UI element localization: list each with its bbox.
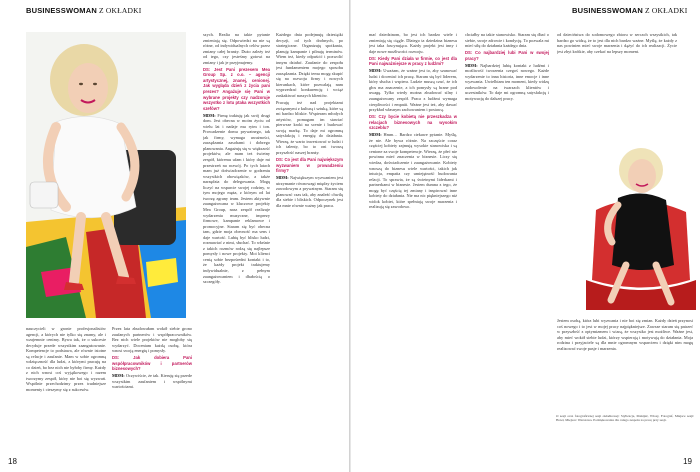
interview-answer: MDM: Oczywiście, że tak. Kieruję się przede wszystkim zaufaniem i wspólnymi wartościami.: [112, 373, 192, 390]
left-page: [0, 0, 349, 472]
page-number-right: 19: [683, 457, 692, 466]
right-page: [351, 0, 700, 472]
paragraph: szych. Realia na takie pytanie zmieniają się. Odpowiedzi na nie są różne, od indywidualnych celów przez zmiany całej branży. Dużo zależy też od tego, czy jesteśmy gotowi na zmiany i jak je przyjmujemy.: [203, 32, 270, 65]
paragraph: nauczycieli w gronie profesjonalistów agencji, a których nie tylko się znamy, ale i wzajemnie cenimy. Bywa tak, że o sukcesie decyduje przede wszystkim zaangażowanie. Kompetencje to podstawa, ale równie istotne są relacje i zaufanie. Mam w sobie ogromną wdzięczność dla ludzi, z którymi pracuję na co dzień, bo bez nich nie byłoby firmy. Każdy z nich wnosi coś wyjątkowego i razem tworzymy zespół, który nie boi się wyzwań. Wspólnie przechodzimy przez trudniejsze momenty i cieszymy się z sukcesów.: [26, 326, 106, 393]
right-column-bottom: [557, 318, 693, 408]
cover-woman-illustration: [26, 32, 186, 318]
page-number-left: 18: [8, 457, 17, 466]
paragraph: od dzieciństwa do sodomowego zbioru w sercach wszystkich, tak bardzo go widzą, że to jest dla nich bardzo ważne. Myślę, że każdy z nas powinien mieć swoje marzenia i dążyć do ich realizacji. Życie jest zbyt krótkie, aby czekać na lepszy moment.: [557, 32, 677, 54]
left-column-bottom-1: [26, 326, 106, 454]
seated-woman-photo: [556, 140, 700, 310]
paragraph: Każdego dnia podejmuję dziesiątki decyzji, od tych drobnych, po strategiczne. Organizuję spotkania, planuję kampanie i pilnuję terminów. Wiem też, kiedy odpuścić i pozwolić innym działać. Zaufanie do zespołu jest fundamentem mojego sposobu zarządzania. Dzięki temu mogę skupić się na rozwoju firmy i nowych kierunkach, które pozwalają nam wyprzedzać konkurencję i wciąż zaskakiwać naszych klientów.: [276, 32, 343, 99]
photo-credits: O sesji oraz fotograficznej sesji okładkowej: Stylizacje, Makijaż, Włosy, Fotograf, Miejsce sesji: Hotel, Miejsce: Warszawa. Podziękowania dla całego zespołu za pracę przy sesji.: [556, 414, 694, 423]
interview-answer: MDM: Firmę traktuję jak swój drugi dom. Jest obecna w moim życiu od wielu lat i nadaje mu rytm i ton. Prowadzenie domu prywatnego, tak jak firmy, wymaga uważności, zarządzania zasobami i dobrego planowania. Angażuję się w większość projektów, ale mam też świetny zespół, któremu ufam i który daje mi przestrzeń na rozwój. Po tych latach mam już doświadczenie w godzeniu wszystkich obowiązków, a także narzędzia do delegowania. Mogę liczyć na wsparcie swojej rodziny, w tym mojego męża, z którym od lat tworzę zgrany team. Jestem aktywnie zaangażowana w kluczowe projekty Mea Group, nasz zespół realizuje wydarzenia muzyczne, imprezy firmowe, kampanie reklamowe i promocyjne. Staram się być obecna tam, gdzie moja obecność ma sens i daje wartość. Lubię być blisko ludzi, rozmawiać z nimi, słuchać. To właśnie z takich rozmów rodzą się najlepsze pomysły i nowe projekty. Moi klienci cenią sobie bezpośredni kontakt i to, że każdy projekt traktujemy indywidualnie, z pełnym zaangażowaniem i dbałością o szczegóły.: [203, 112, 270, 285]
left-column-bottom-2: [112, 326, 192, 454]
interview-answer: MDM: Najbardziej lubię kontakt z ludźmi i możliwość tworzenia czegoś nowego. Każde wydarzenie to inna historia, inne emocje i inne wyzwania. Uwielbiam ten moment, kiedy widzę zadowolenie na twarzach klientów i uczestników. To daje mi ogromną satysfakcję i motywację do dalszej pracy.: [465, 62, 549, 102]
interview-answer: MDM: Hmm… Bardzo ciekawe pytanie. Myślę, że nie. Ale bywa różnie. Na szczęście coraz częściej kobiety zajmują wysokie stanowiska i są cenione za swoje kompetencje. Wierzę, że płeć nie powinna mieć znaczenia w biznesie. Liczy się wiedza, doświadczenie i zaangażowanie. Kobiety wnoszą do biznesu wiele wartości, takich jak intuicja, empatia czy umiejętność budowania relacji. To sprawia, że są świetnymi liderkami i partnerkami w biznesie. Jestem dumna z tego, że mogę być częścią tej zmiany i inspirować inne kobiety do działania. Nie ma nic piękniejszego niż widok kobiet, które spełniają swoje marzenia i realizują się zawodowo.: [369, 132, 457, 210]
seated-woman-illustration: [556, 140, 700, 310]
interview-question: DS: Kiedy Pani działa w firmie, co jest dla Pani najważniejsze w pracy z ludźmi?: [369, 55, 457, 67]
right-column-3: [557, 32, 677, 136]
left-column-right: [276, 32, 343, 418]
interview-question: DS: Co najbardziej lubi Pani w swojej pracy?: [465, 50, 549, 61]
right-page-header: BUSINESSWOMAN Z OKŁADKI: [572, 6, 688, 15]
right-column-2: [465, 32, 549, 162]
interview-question: DS: Jest Pani prezesem Mea Group Sp. z o.o. – agencji artystycznej, znanej, cenionej. Jak wygląda dzień z życia pani prezes? Angażuje się Pani w wybrane projekty czy nadzoruje wszystko z lotu ptaka wszystkich szefów?: [203, 66, 270, 111]
cover-woman-photo: [26, 32, 186, 318]
interview-question: DS: Jak dobiera Pani współpracowników i partnerów biznesowych?: [112, 355, 192, 372]
left-column-middle: [203, 32, 270, 418]
paragraph: Pracuję też nad projektami związanymi z kulturą i sztuką, które są mi bardzo bliskie. Wspieram młodych artystów, pomagam im stawiać pierwsze kroki na scenie i budować swoją markę. To daje mi ogromną satysfakcję i energię do działania. Wierzę, że warto inwestować w ludzi i ich talenty, bo to oni tworzą przyszłość naszej branży.: [276, 100, 343, 155]
paragraph: chciałby na takie stanowisko. Staram się dbać o siebie, swoje zdrowie i kondycję. To pozwala mi mieć siłę do działania każdego dnia.: [465, 32, 549, 49]
interview-answer: MDM: Uważam, że ważne jest to, aby szanować ludzi i doceniać ich pracę. Staram się być liderem, który słucha i wspiera. Ludzie muszą czuć, że ich głos ma znaczenie, a ich pomysły są brane pod uwagę. Tylko wtedy można zbudować silny i zaangażowany zespół. Praca z ludźmi wymaga cierpliwości i empatii. Ważne jest też, aby dawać przykład własnym zachowaniem i postawą.: [369, 68, 457, 113]
right-column-1: [369, 32, 457, 452]
paragraph: Jestem osobą, która lubi wyzwania i nie boi się zmian. Każdy dzień przynosi coś nowego i to jest w mojej pracy najpiękniejsze. Zawsze staram się patrzeć w przyszłość z optymizmem i wiarą, że wszystko jest możliwe. Ważne jest, aby mieć wokół siebie ludzi, którzy wspierają i motywują do działania. Moja rodzina i przyjaciele są dla mnie ogromnym wsparciem i dzięki nim mogę realizować swoje pasje i marzenia.: [557, 318, 693, 351]
interview-question: DS: Czy bycie kobietą nie przeszkadza w relacjach biznesowych na wysokim szczeblu?: [369, 114, 457, 131]
interview-answer: MDM: Największym wyzwaniem jest utrzymanie równowagi między życiem zawodowym a prywatnym. Staram się planować czas tak, aby znaleźć chwilę dla siebie i bliskich. Odpoczynek jest dla mnie równie ważny jak praca.: [276, 175, 343, 208]
left-page-header: BUSINESSWOMAN Z OKŁADKI: [26, 6, 142, 15]
paragraph: Przez lata zbudowałam wokół siebie grono zaufanych partnerów i współpracowników. Bez nich wiele projektów nie mogłoby się wydarzyć. Doceniam każdą osobę, która wnosi swoją energię i pomysły.: [112, 326, 192, 354]
paragraph: mać dziedzinom, bo jest ich bardzo wiele i zmieniają się ciągle. Dlatego ta dziedzina biznesu jest taka fascynująca. Każdy projekt jest inny i daje nowe możliwości rozwoju.: [369, 32, 457, 54]
interview-question: DS: Co jest dla Pani największym wyzwaniem w prowadzeniu firmy?: [276, 157, 343, 174]
